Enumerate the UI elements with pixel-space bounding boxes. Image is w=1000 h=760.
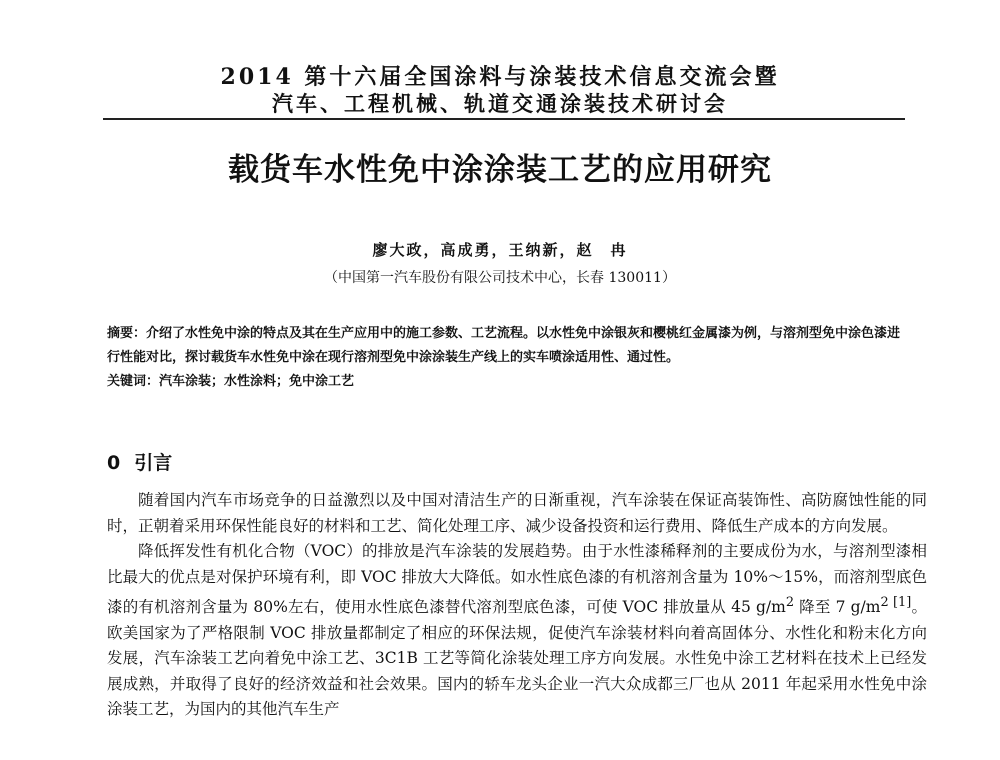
paper-title: 载货车水性免中涂涂装工艺的应用研究 <box>228 152 772 188</box>
abstract-label: 摘要： <box>107 326 147 341</box>
abstract-paragraph <box>107 322 907 370</box>
conference-header-line2: 汽车、工程机械、轨道交通涂装技术研讨会 <box>272 91 728 116</box>
section-title: 引言 <box>134 452 173 474</box>
paper-authors: 廖大政，高成勇，王纳新，赵 冉 <box>372 241 628 259</box>
section-number: 0 <box>107 452 121 474</box>
body-p2-part-a: 降低挥发性有机化合物（VOC）的排放是汽车涂装的发展趋势。由于水性漆稀释剂的主要成份为水，与溶剂型漆相比最大的优点是对保护环境有利，即 VOC 排放大大降低。如水性底色漆的有机溶剂含量为 10%～15%，而溶剂型底色漆的有机溶剂含量为 80%左右，使用水性底色漆替代溶剂型底色漆，可使 VOC 排放量从 45 g/m <box>107 542 927 617</box>
conference-header-line1: 2014 第十六届全国涂料与涂装技术信息交流会暨 <box>220 64 780 90</box>
header-divider <box>103 118 905 120</box>
body-p2-part-b: 降至 7 g/m <box>794 598 881 617</box>
body-text <box>107 488 927 723</box>
abstract-text: 介绍了水性免中涂的特点及其在生产应用中的施工参数、工艺流程。以水性免中涂银灰和樱桃红金属漆为例，与溶剂型免中涂色漆进行性能对比，探讨载货车水性免中涂在现行溶剂型免中涂涂装生产线上的实车喷涂适用性、通过性。 <box>107 326 901 365</box>
section-heading <box>107 448 607 475</box>
body-paragraph-1: 随着国内汽车市场竞争的日益激烈以及中国对清洁生产的日渐重视，汽车涂装在保证高装饰性、高防腐蚀性能的同时，正朝着采用环保性能良好的材料和工艺、简化处理工序、减少设备投资和运行费用、降低生产成本的方向发展。 <box>107 491 927 535</box>
keywords-text: 汽车涂装；水性涂料；免中涂工艺 <box>159 374 355 389</box>
body-paragraph-2 <box>107 539 927 723</box>
keywords-label: 关键词： <box>107 374 160 389</box>
paper-affiliation: （中国第一汽车股份有限公司技术中心，长春 130011） <box>324 270 676 286</box>
superscript-unit-1: 2 <box>785 595 795 610</box>
body-p2-part-c: 。欧美国家为了严格限制 VOC 排放量都制定了相应的环保法规，促使汽车涂装材料向着高固体分、水性化和粉末化方向发展，汽车涂装工艺向着免中涂工艺、3C1B 工艺等简化涂装处理工序方向发展。水性免中涂工艺材料在技术上已经发展成熟，并取得了良好的经济效益和社会效果。国内的轿车龙头企业一汽大众成都三厂也从 2011 年起采用水性免中涂涂装工艺，为国内的其他汽车生产 <box>107 598 927 719</box>
superscript-unit-citation: 2 [1] <box>880 595 912 610</box>
abstract-block <box>107 322 907 394</box>
keywords-paragraph <box>107 370 907 394</box>
